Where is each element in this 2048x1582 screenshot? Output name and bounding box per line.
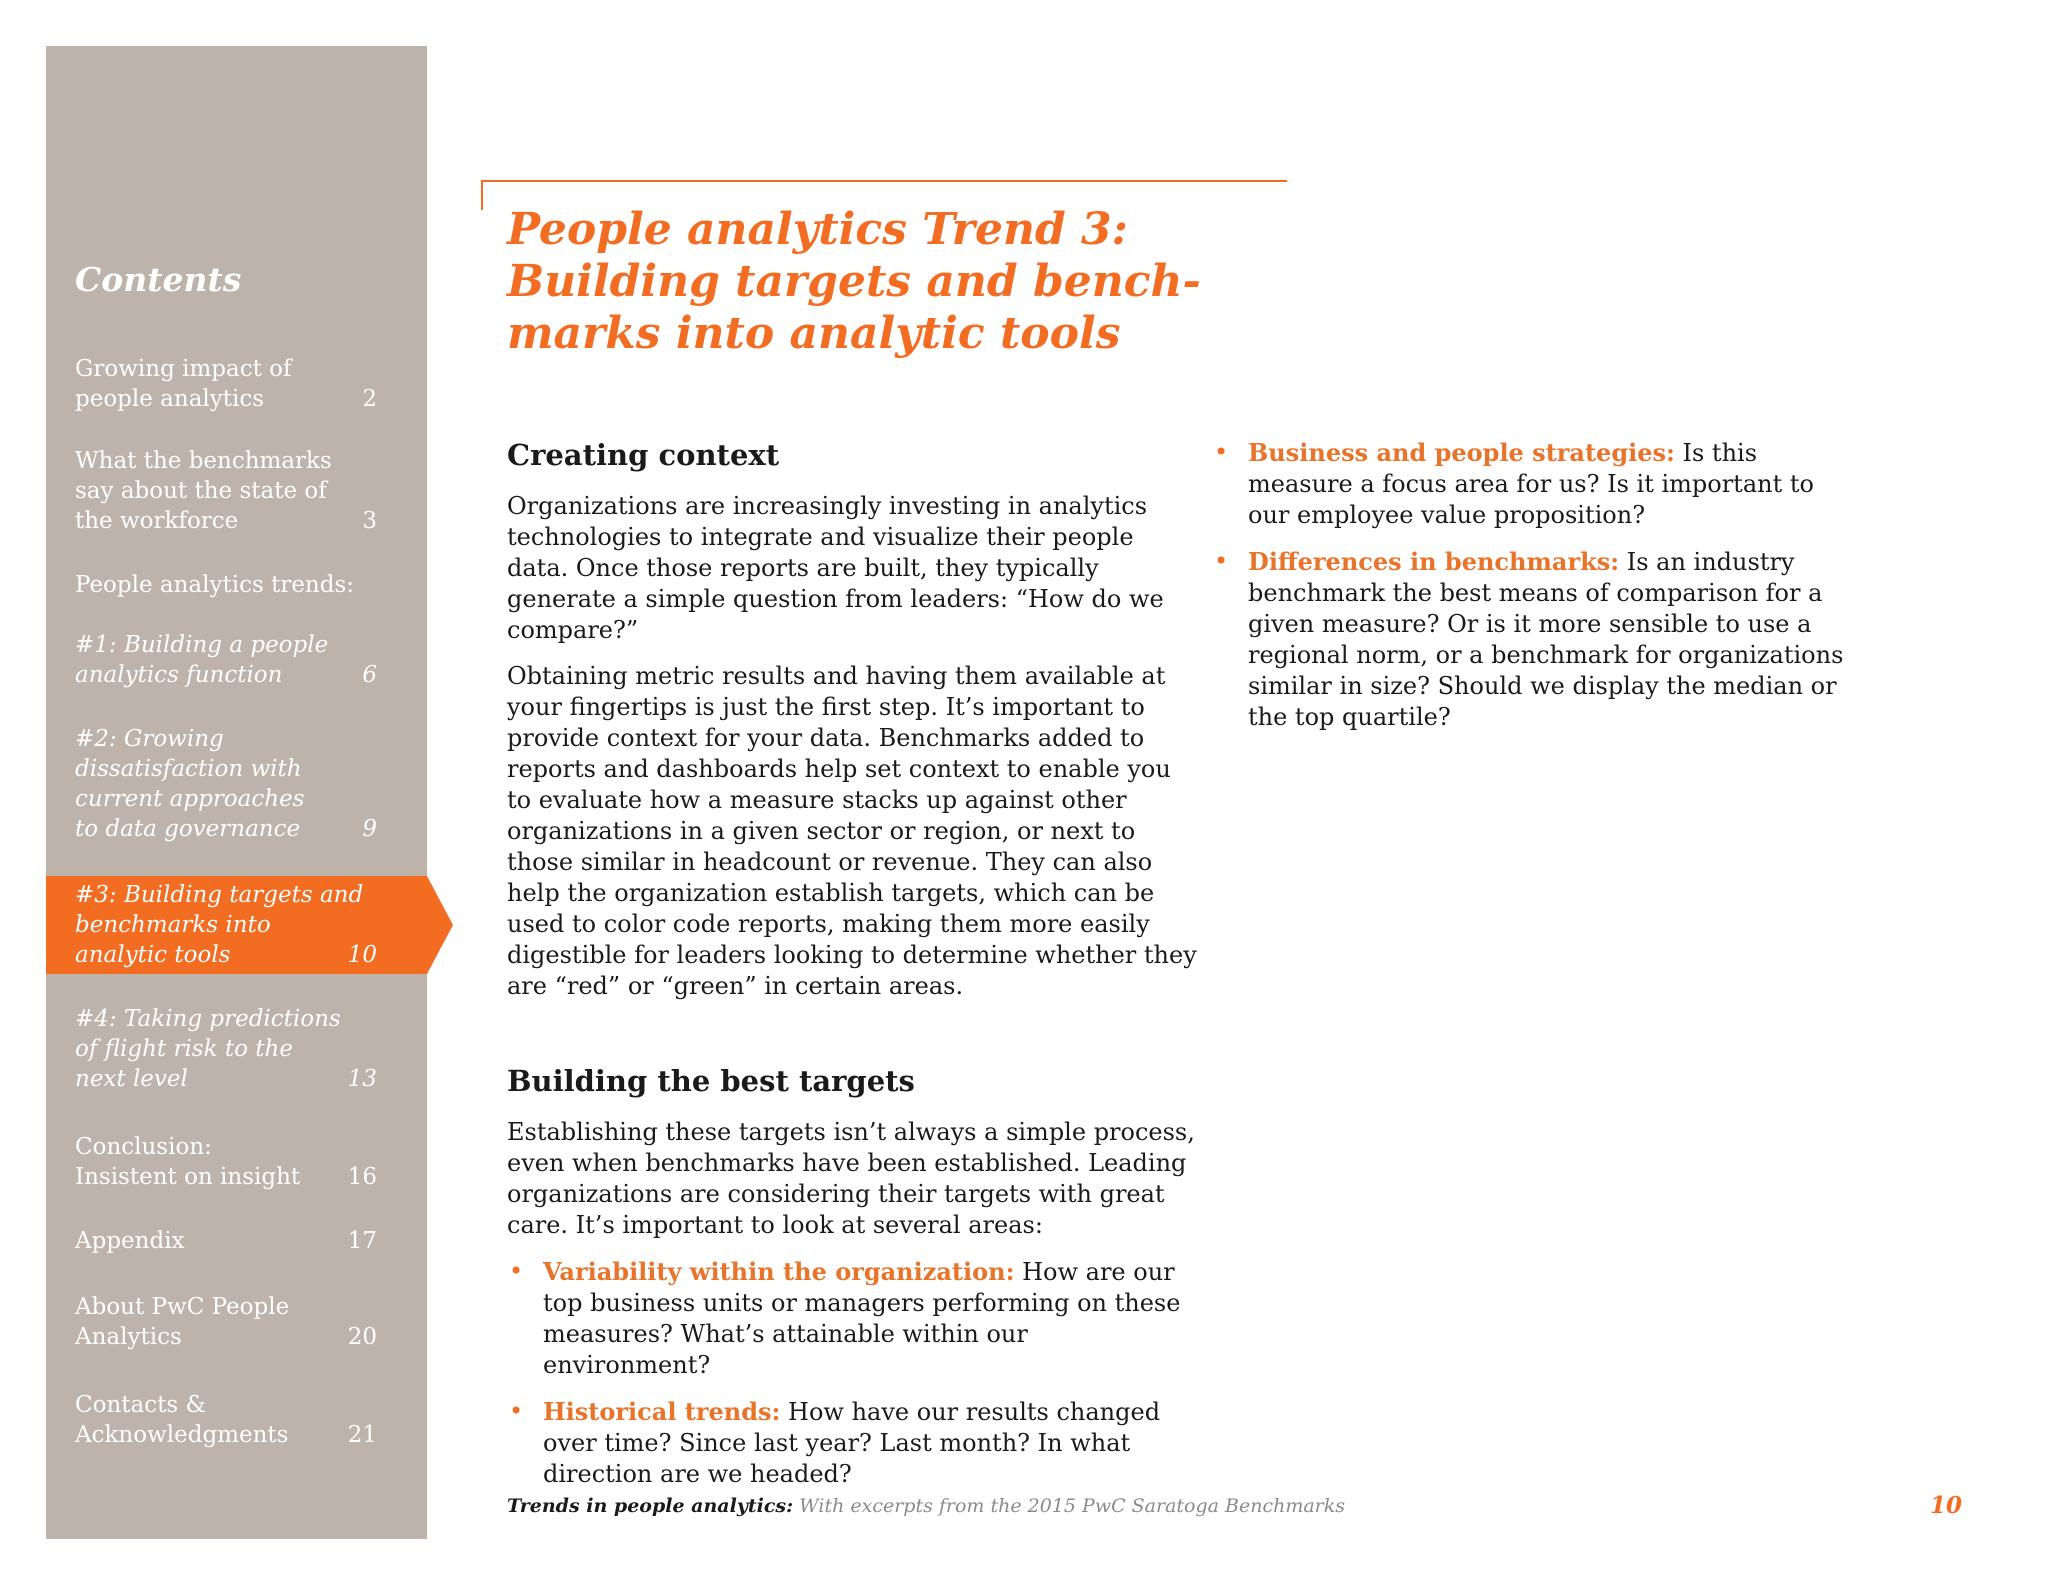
toc-item-label: About PwC People Analytics: [75, 1294, 290, 1350]
page-number: 10: [1929, 1492, 1962, 1519]
toc-item-page: 9: [362, 816, 377, 842]
toc-item-benchmarks-state[interactable]: [46, 446, 427, 536]
toc-item-label: Appendix: [75, 1228, 185, 1254]
bullet-text: How have our results changed over time? Since last year? Last month? In what direction are we headed?: [543, 1398, 1161, 1488]
paragraph: Obtaining metric results and having them available at your fingertips is just the first step. It’s important to provide context for your data. Benchmarks added to reports and dashboards help set context to enable you to evaluate how a measure stacks up against other organizations in a given sector or region, or next to those similar in headcount or revenue. They can also help the organization establish targets, which can be used to color code reports, making them more easily digestible for leaders looking to determine whether they are “red” or “green” in certain areas.: [507, 662, 1197, 1000]
bullet-lead: Business and people strategies:: [1248, 438, 1675, 467]
bullet-text: Is this measure a focus area for us? Is it important to our employee value proposition?: [1248, 439, 1814, 529]
toc-item-page: 6: [362, 662, 377, 688]
bullet-text: Is an industry benchmark the best means of comparison for a given measure? Or is it more sensible to use a regional norm, or a benchmark for organizations similar in size? Should we display the median or the top quartile?: [1248, 548, 1844, 731]
toc-item-trend-1[interactable]: [46, 630, 427, 690]
toc-item-trend-3-active[interactable]: [46, 876, 427, 974]
toc-item-growing-impact[interactable]: [46, 354, 427, 414]
page-title: People analytics Trend 3: Building targets and bench- marks into analytic tools: [507, 204, 1201, 359]
left-column: [507, 437, 1197, 1505]
footer-rest: With excerpts from the 2015 PwC Saratoga Benchmarks: [793, 1495, 1346, 1517]
toc-item-contacts[interactable]: [46, 1390, 427, 1450]
section-heading-creating-context: Creating context: [507, 438, 780, 472]
toc-item-page: 17: [347, 1228, 377, 1254]
section-heading-best-targets: Building the best targets: [507, 1064, 915, 1098]
toc-item-label: #2: Growing dissatisfaction with current approaches to data governance: [75, 726, 305, 842]
toc-item-label: #3: Building targets and benchmarks into analytic tools: [75, 882, 364, 968]
bullet-item: [507, 1256, 1197, 1381]
title-rule: [481, 180, 1287, 182]
toc-item-trend-2[interactable]: [46, 724, 427, 844]
active-pointer-arrow: [427, 876, 453, 974]
toc-item-page: 21: [347, 1422, 377, 1448]
footer-caption: [507, 1494, 1345, 1518]
bullet-item: [1212, 437, 1852, 531]
toc-item-trend-4[interactable]: [46, 1004, 427, 1094]
toc-item-label: Growing impact of people analytics: [75, 356, 292, 412]
toc-item-page: 16: [347, 1164, 377, 1190]
footer-strong: Trends in people analytics:: [507, 1495, 794, 1517]
toc-item-label: #1: Building a people analytics function: [75, 632, 329, 688]
toc-item-label: What the benchmarks say about the state of the workforce: [75, 448, 332, 534]
bullet-lead: Variability within the organization:: [543, 1257, 1015, 1286]
toc-item-about[interactable]: [46, 1292, 427, 1352]
toc-item-page: 10: [347, 942, 377, 968]
bullet-item: [507, 1396, 1197, 1490]
toc-item-label: Conclusion: Insistent on insight: [75, 1134, 301, 1190]
paragraph: Establishing these targets isn’t always a simple process, even when benchmarks have been established. Leading organizations are considering their targets with great care. It’s important to look at several areas:: [507, 1118, 1195, 1239]
toc-item-label: #4: Taking predictions of flight risk to the next level: [75, 1006, 341, 1092]
contents-title: Contents: [75, 260, 242, 299]
toc-item-page: 20: [347, 1324, 377, 1350]
right-column: [1212, 437, 1852, 748]
toc-item-page: 13: [347, 1066, 377, 1092]
toc-item-label: Contacts & Acknowledgments: [75, 1392, 289, 1448]
title-rule-tick: [481, 180, 483, 210]
toc-item-page: 2: [362, 386, 377, 412]
bullet-text: How are our top business units or managers performing on these measures? What’s attainable within our environment?: [543, 1258, 1181, 1379]
paragraph: Organizations are increasingly investing in analytics technologies to integrate and visualize their people data. Once those reports are built, they typically generate a simple question from leaders: “How do we compare?”: [507, 492, 1164, 644]
bullet-item: [1212, 546, 1852, 733]
toc-section-heading: People analytics trends:: [75, 572, 355, 598]
contents-sidebar: [46, 46, 427, 1539]
toc-item-appendix[interactable]: [46, 1226, 427, 1256]
bullet-lead: Historical trends:: [543, 1397, 781, 1426]
bullet-lead: Differences in benchmarks:: [1248, 547, 1620, 576]
toc-item-conclusion[interactable]: [46, 1132, 427, 1192]
toc-item-page: 3: [362, 508, 377, 534]
